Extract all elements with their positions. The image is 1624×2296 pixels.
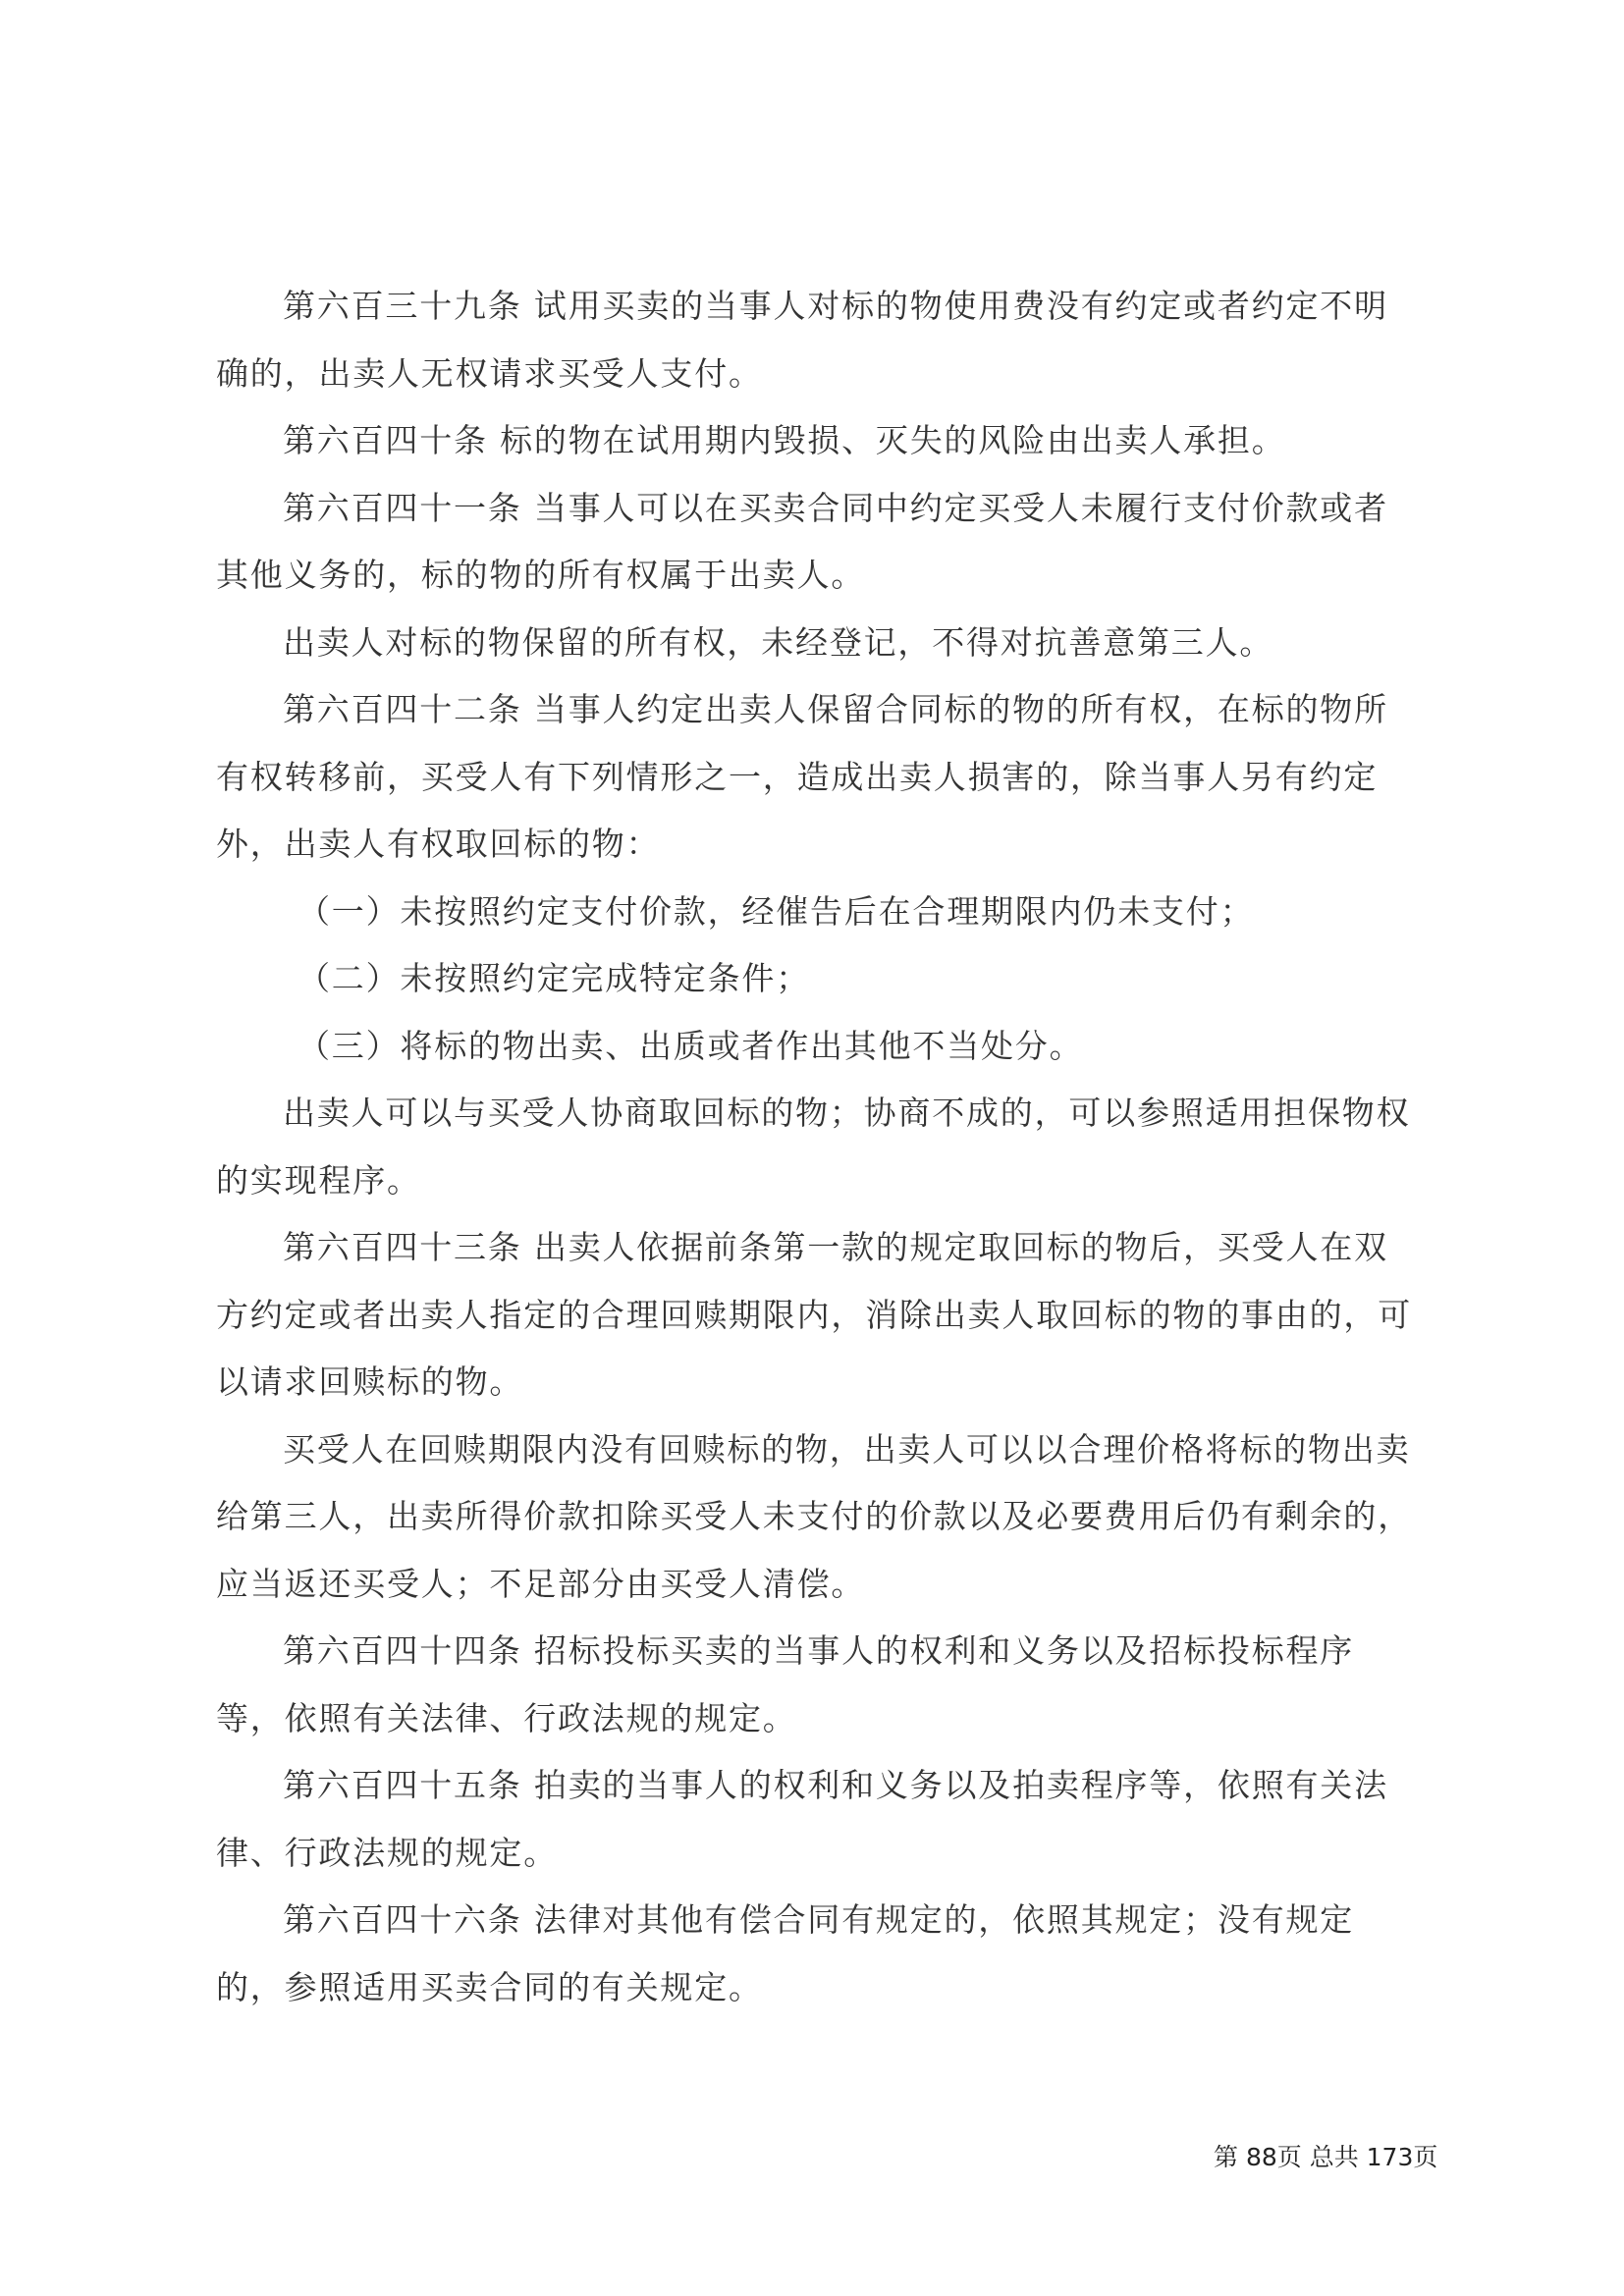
document-body [216,273,1422,2021]
article-641: 第六百四十一条 当事人可以在买卖合同中约定买受人未履行支付价款或者其他义务的，标的物的所有权属于出卖人。 [216,488,1388,594]
article-640: 第六百四十条 标的物在试用期内毁损、灭失的风险由出卖人承担。 [283,421,1286,459]
article-646: 第六百四十六条 法律对其他有偿合同有规定的，依照其规定；没有规定的，参照适用买卖合同的有关规定。 [216,1900,1355,2006]
article-642-clause-2: 出卖人可以与买受人协商取回标的物；协商不成的，可以参照适用担保物权的实现程序。 [216,1094,1411,1200]
article-645: 第六百四十五条 拍卖的当事人的权利和义务以及拍卖程序等，依照有关法律、行政法规的规定。 [216,1766,1388,1872]
article-641-clause-2: 出卖人对标的物保留的所有权，未经登记，不得对抗善意第三人。 [283,622,1274,662]
article-642-item-2: （二）未按照约定完成特定条件； [298,959,810,997]
article-643-clause-2: 买受人在回赎期限内没有回赎标的物，出卖人可以以合理价格将标的物出卖给第三人，出卖所得价款扣除买受人未支付的价款以及必要费用后仍有剩余的，应当返还买受人；不足部分由买受人清偿。 [216,1429,1412,1603]
article-639: 第六百三十九条 试用买卖的当事人对标的物使用费没有约定或者约定不明确的，出卖人无权请求买受人支付。 [216,287,1388,393]
article-644: 第六百四十四条 招标投标买卖的当事人的权利和义务以及招标投标程序等，依照有关法律、行政法规的规定。 [216,1631,1355,1737]
article-642-item-1: （一）未按照约定支付价款，经催告后在合理期限内仍未支付； [298,891,1255,931]
article-643: 第六百四十三条 出卖人依据前条第一款的规定取回标的物后，买受人在双方约定或者出卖人指定的合理回赎期限内，消除出卖人取回标的物的事由的，可以请求回赎标的物。 [216,1228,1412,1401]
article-642-item-3: （三）将标的物出卖、出质或者作出其他不当处分。 [298,1026,1084,1065]
article-642: 第六百四十二条 当事人约定出卖人保留合同标的物的所有权，在标的物所有权转移前，买受人有下列情形之一，造成出卖人损害的，除当事人另有约定外，出卖人有权取回标的物： [216,690,1388,863]
page-number-footer: 第 88页 总共 173页 [1214,2143,1438,2171]
